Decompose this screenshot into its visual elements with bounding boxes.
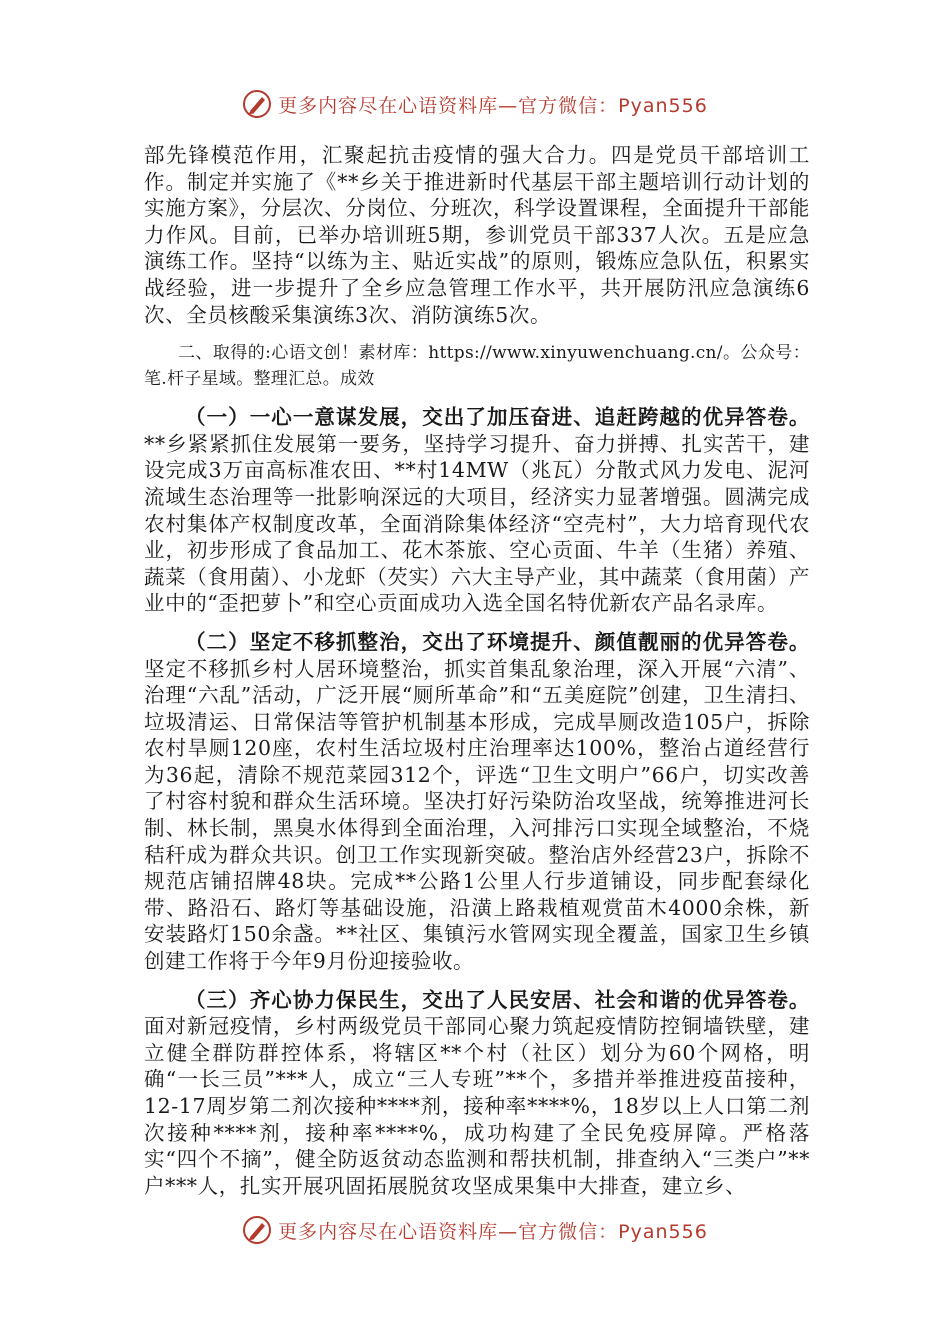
section-2-heading: （二）坚定不移抓整治，交出了环境提升、颜值靓丽的优异答卷。 <box>185 629 810 654</box>
section-2-paragraph <box>144 629 810 975</box>
watermark-text: 更多内容尽在心语资料库—官方微信：Pyan556 <box>278 94 708 117</box>
section-3-heading: （三）齐心协力保民生，交出了人民安居、社会和谐的优异答卷。 <box>185 987 810 1012</box>
pen-logo-icon <box>242 89 272 119</box>
section-3-paragraph <box>144 987 810 1200</box>
document-body <box>144 142 810 1199</box>
watermark-text: 更多内容尽在心语资料库—官方微信：Pyan556 <box>278 1220 708 1243</box>
section-1-body: **乡紧紧抓住发展第一要务，坚持学习提升、奋力拼搏、扎实苦干，建设完成3万亩高标准农田、**村14MW（兆瓦）分散式风力发电、泥河流域生态治理等一批影响深远的大项目，经济实力显著增强。圆满完成农村集体产权制度改革，全面消除集体经济“空壳村”，大力培育现代农业，初步形成了食品加工、花木茶旅、空心贡面、牛羊（生猪）养殖、蔬菜（食用菌）、小龙虾（芡实）六大主导产业，其中蔬菜（食用菌）产业中的“歪把萝卜”和空心贡面成功入选全国名特优新农产品名录库。 <box>144 431 810 616</box>
section-2-body: 坚定不移抓乡村人居环境整治，抓实首集乱象治理，深入开展“六清”、治理“六乱”活动，广泛开展“厕所革命”和“五美庭院”创建，卫生清扫、垃圾清运、日常保洁等管护机制基本形成，完成旱厕改造105户，拆除农村旱厕120座，农村生活垃圾村庄治理率达100%，整治占道经营行为36起，清除不规范菜园312个，评选“卫生文明户”66户，切实改善了村容村貌和群众生活环境。坚决打好污染防治攻坚战，统筹推进河长制、林长制，黑臭水体得到全面治理，入河排污口实现全域整治，不烧秸秆成为群众共识。创卫工作实现新突破。整治店外经营23户，拆除不规范店铺招牌48块。完成**公路1公里人行步道铺设，同步配套绿化带、路沿石、路灯等基础设施，沿潢上路栽植观赏苗木4000余株，新安装路灯150余盏。**社区、集镇污水管网实现全覆盖，国家卫生乡镇创建工作将于今年9月份迎接验收。 <box>144 656 810 974</box>
section-1-paragraph <box>144 404 810 617</box>
section-3-body: 面对新冠疫情，乡村两级党员干部同心聚力筑起疫情防控铜墙铁壁，建立健全群防群控体系，将辖区**个村（社区）划分为60个网格，明确“一长三员”***人，成立“三人专班”**个，多措并举推进疫苗接种，12-17周岁第二剂次接种****剂，接种率****%，18岁以上人口第二剂次接种****剂，接种率****%，成功构建了全民免疫屏障。严格落实“四个不摘”，健全防返贫动态监测和帮扶机制，排查纳入“三类户”**户***人，扎实开展巩固拓展脱贫攻坚成果集中大排查，建立乡、 <box>144 1014 810 1198</box>
pen-logo-icon <box>242 1215 272 1245</box>
paragraph-continued: 部先锋模范作用，汇聚起抗击疫情的强大合力。四是党员干部培训工作。制定并实施了《**乡关于推进新时代基层干部主题培训行动计划的实施方案》，分层次、分岗位、分班次，科学设置课程，全面提升干部能力作风。目前，已举办培训班5期，参训党员干部337人次。五是应急演练工作。坚持“以练为主、贴近实战”的原则，锻炼应急队伍，积累实战经验，进一步提升了全乡应急管理工作水平，共开展防汛应急演练6次、全员核酸采集演练3次、消防演练5次。 <box>144 143 810 327</box>
section-1-heading: （一）一心一意谋发展，交出了加压奋进、追赶跨越的优异答卷。 <box>185 405 810 430</box>
watermark-header <box>0 84 950 124</box>
watermark-footer <box>0 1210 950 1250</box>
section-two-note: 二、取得的:心语文创！素材库：https://www.xinyuwenchuang.cn/。公众号：笔.杆子星域。整理汇总。成效 <box>144 343 810 390</box>
